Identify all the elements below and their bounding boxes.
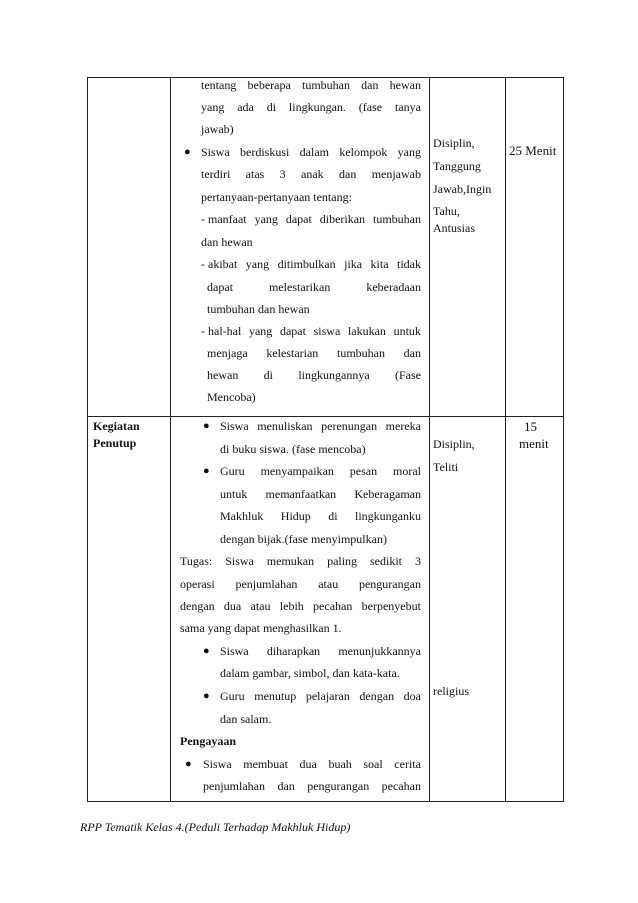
activity-line: dalam gambar, simbol, dan kata-kata. — [220, 666, 400, 680]
word: dua — [223, 599, 242, 613]
word: yang — [248, 324, 273, 338]
word: pesan — [349, 464, 378, 478]
activity-line: jawab) — [201, 122, 234, 136]
word: tumbuhan — [336, 346, 385, 360]
activity-line — [220, 688, 421, 704]
word: tidak — [397, 257, 421, 271]
time-allocation: 15 — [524, 419, 537, 434]
word: Makhluk — [220, 509, 264, 523]
word: yang — [245, 257, 270, 271]
activity-line: dan hewan — [201, 235, 253, 249]
word: menyampaikan — [260, 464, 334, 478]
section-label: Kegiatan — [93, 419, 140, 433]
word: keberadaan — [366, 280, 421, 294]
word: - hal-hal — [201, 324, 242, 338]
time-allocation: menit — [519, 436, 549, 451]
word: kelompok — [339, 145, 388, 159]
activity-line — [220, 486, 421, 502]
word: sedikit — [370, 554, 402, 568]
row-divider — [88, 416, 563, 417]
word: lakukan — [347, 324, 386, 338]
word: memanfaatkan — [265, 487, 337, 501]
character-value: Teliti — [433, 460, 459, 474]
word: di — [263, 368, 273, 382]
word: beberapa — [247, 78, 291, 92]
word: pengurangan — [358, 577, 421, 591]
word: penjumlahan — [235, 577, 298, 591]
activity-line — [201, 323, 421, 339]
activity-line: Mencoba) — [207, 390, 256, 404]
activity-line: tumbuhan dan hewan — [207, 302, 310, 316]
word: hewan — [207, 368, 239, 382]
word: Siswa — [220, 644, 249, 658]
word: dan — [361, 78, 379, 92]
section-label: Penutup — [93, 436, 137, 450]
word: membuat — [243, 757, 288, 771]
bullet-icon: ● — [203, 690, 210, 702]
word: tumbuhan — [301, 78, 350, 92]
column-divider — [505, 78, 506, 801]
word: lingkungannya — [298, 368, 370, 382]
word: soal — [363, 757, 383, 771]
character-value: Disiplin, — [433, 437, 475, 451]
word: lingkunganku — [355, 509, 421, 523]
word: penjumlahan — [203, 779, 265, 793]
word: menjaga — [207, 346, 248, 360]
word: atau — [318, 577, 339, 591]
word: pelajaran — [305, 689, 350, 703]
bullet-icon: ● — [184, 146, 191, 158]
word: jika — [344, 257, 363, 271]
task-line — [180, 553, 421, 569]
word: di — [266, 100, 277, 114]
word: - akibat — [201, 257, 238, 271]
word: yang — [254, 212, 278, 226]
word: melestarikan — [269, 280, 331, 294]
word: menjawab — [371, 167, 421, 181]
word: dan — [403, 346, 421, 360]
enrichment-heading: Pengayaan — [180, 734, 237, 748]
activity-line — [201, 256, 421, 272]
bullet-icon: ● — [203, 420, 210, 432]
word: cerita — [394, 757, 421, 771]
word: Siswa — [201, 145, 230, 159]
word: Siswa — [203, 757, 232, 771]
word: lebih — [279, 599, 304, 613]
word: Siswa — [225, 554, 254, 568]
activity-line — [201, 144, 421, 160]
activity-line — [207, 367, 421, 383]
word: perenungan — [321, 419, 378, 433]
activity-line — [207, 345, 421, 361]
word: dalam — [299, 145, 329, 159]
word: untuk — [393, 324, 421, 338]
word: memukan — [266, 554, 315, 568]
word: atau — [250, 599, 271, 613]
word: tumbuhan — [372, 212, 421, 226]
activity-line — [201, 99, 421, 115]
word: ada — [237, 100, 254, 114]
word: Hidup — [280, 509, 311, 523]
activity-line — [201, 211, 421, 227]
character-value: Tahu, — [433, 204, 460, 218]
activity-line: di buku siswa. (fase mencoba) — [220, 442, 366, 456]
word: dapat — [279, 324, 306, 338]
word: atas — [245, 167, 265, 181]
word: dan — [277, 779, 295, 793]
activity-line — [207, 279, 421, 295]
word: pecahan — [313, 599, 353, 613]
activity-line: dengan bijak.(fase menyimpulkan) — [220, 532, 387, 546]
word: tentang — [201, 78, 237, 92]
activity-line — [203, 778, 421, 794]
activity-line: pertanyaan-pertanyaan tentang: — [201, 190, 352, 204]
word: hewan — [389, 78, 421, 92]
word: diharapkan — [266, 644, 321, 658]
word: anak — [301, 167, 324, 181]
word: lingkungan. — [288, 100, 346, 114]
word: (fase — [358, 100, 383, 114]
word: 3 — [279, 167, 286, 181]
bullet-icon: ● — [203, 465, 210, 477]
activity-line — [201, 166, 421, 182]
activity-line — [203, 756, 421, 772]
activity-line — [220, 463, 421, 479]
bullet-icon: ● — [203, 645, 210, 657]
activity-line — [201, 77, 421, 93]
word: ditimbulkan — [277, 257, 336, 271]
activity-line — [220, 418, 421, 434]
word: berdiskusi — [240, 145, 290, 159]
word: operasi — [180, 577, 215, 591]
character-value: religius — [433, 684, 469, 698]
time-allocation: 25 Menit — [509, 143, 557, 158]
activity-line: dan salam. — [220, 712, 272, 726]
character-value: Antusias — [433, 221, 475, 235]
word: pecahan — [381, 779, 421, 793]
word: siswa — [313, 324, 341, 338]
word: Siswa — [220, 419, 249, 433]
character-value: Disiplin, — [433, 136, 475, 150]
task-line — [180, 598, 421, 614]
task-line — [180, 576, 421, 592]
word: Tugas: — [180, 554, 213, 568]
word: terdiri — [201, 167, 231, 181]
word: dua — [299, 757, 317, 771]
word: di — [328, 509, 338, 523]
word: dapat — [207, 280, 233, 294]
column-divider — [429, 78, 430, 801]
word: dengan — [180, 599, 215, 613]
word: doa — [403, 689, 421, 703]
word: menutup — [254, 689, 297, 703]
task-line: sama yang dapat menghasilkan 1. — [180, 621, 342, 635]
bullet-icon: ● — [185, 758, 192, 770]
character-value: Tanggung — [433, 159, 481, 173]
word: - manfaat — [201, 212, 247, 226]
word: pengurangan — [307, 779, 370, 793]
word: kelestarian — [266, 346, 319, 360]
activity-line — [220, 643, 421, 659]
word: (Fase — [394, 368, 421, 382]
word: dan — [339, 167, 357, 181]
word: Guru — [220, 464, 245, 478]
word: tanya — [394, 100, 421, 114]
word: Keberagaman — [354, 487, 421, 501]
word: moral — [392, 464, 421, 478]
word: 3 — [414, 554, 421, 568]
word: mereka — [385, 419, 421, 433]
page-footer: RPP Tematik Kelas 4.(Peduli Terhadap Makhluk Hidup) — [80, 820, 351, 834]
word: dengan — [359, 689, 395, 703]
activity-line — [220, 508, 421, 524]
word: dapat — [285, 212, 312, 226]
column-divider — [170, 78, 171, 801]
word: yang — [201, 100, 225, 114]
character-value: Jawab,Ingin — [433, 182, 492, 196]
word: diberikan — [319, 212, 366, 226]
word: untuk — [220, 487, 248, 501]
word: menuliskan — [257, 419, 313, 433]
word: berpenyebut — [361, 599, 421, 613]
word: menunjukkannya — [338, 644, 421, 658]
word: yang — [397, 145, 421, 159]
word: kita — [370, 257, 389, 271]
word: Guru — [220, 689, 245, 703]
word: buah — [328, 757, 352, 771]
word: paling — [327, 554, 358, 568]
